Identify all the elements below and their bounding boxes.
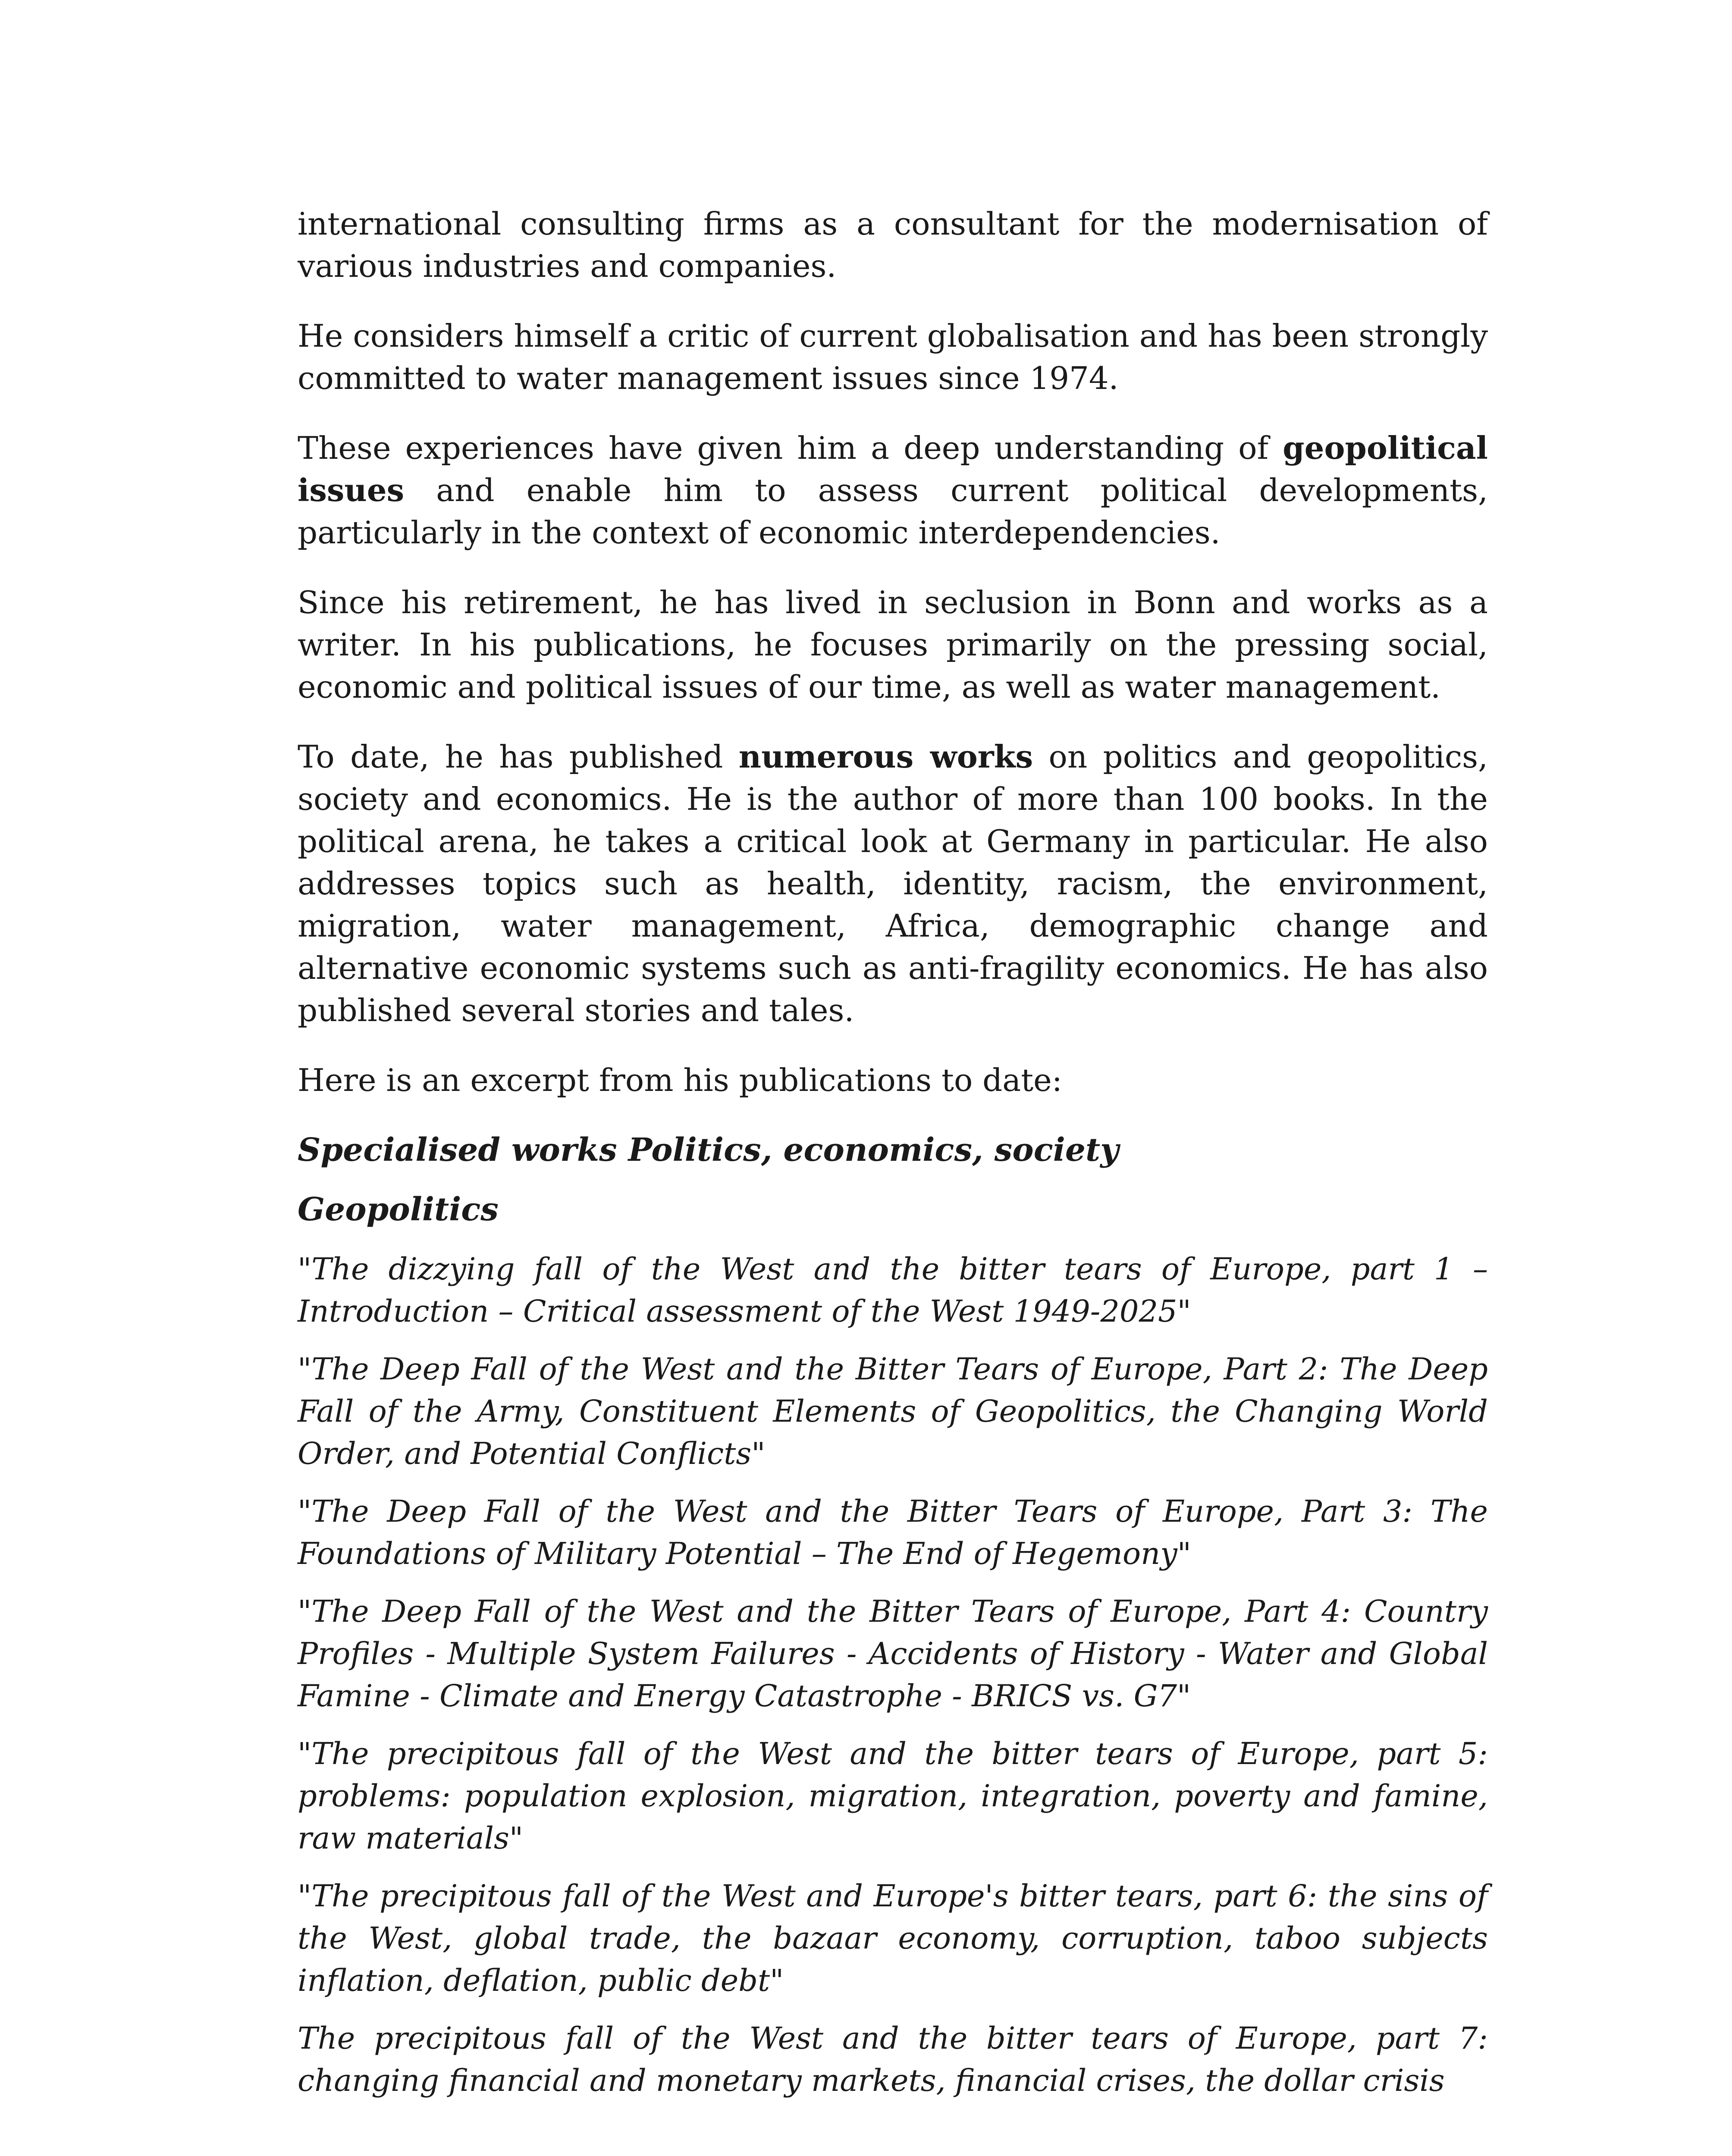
book-title: "The Deep Fall of the West and the Bitter Tears of Europe, Part 2: The Deep Fall of the Army, Constituent Elements of Geopolitics, the Changing World Order, and Potential Conflicts" bbox=[298, 1351, 1488, 1471]
book-title: "The precipitous fall of the West and the bitter tears of Europe, part 5: problems: population explosion, migration, integration, poverty and famine, raw materials" bbox=[298, 1736, 1488, 1856]
bold-geopolitical-issues: geopolitical issues bbox=[298, 429, 1488, 508]
paragraph-works: To date, he has published numerous works on politics and geopolitics, society and economics. He is the author of more than 100 books. In the political arena, he takes a critical look at Germany in particular. He also addresses topics such as health, identity, racism, the environment, migration, water management, Africa, demographic change and alternative economic systems such as anti-fragility economics. He has also published several stories and tales. bbox=[298, 738, 1488, 1028]
book-title: The precipitous fall of the West and the bitter tears of Europe, part 7: changing financial and monetary markets, financial crises, the dollar crisis bbox=[298, 2021, 1488, 2098]
paragraph-globalisation: He considers himself a critic of current globalisation and has been strongly committed to water management issues since 1974. bbox=[298, 318, 1488, 396]
book-title: "The Deep Fall of the West and the Bitter Tears of Europe, Part 4: Country Profiles - Multiple System Failures - Accidents of History - Water and Global Famine - Climate and Energy Catastrophe - BRICS vs. G7" bbox=[298, 1594, 1488, 1714]
subsection-heading: Geopolitics bbox=[298, 1191, 499, 1228]
paragraph-consulting: international consulting firms as a consultant for the modernisation of various industries and companies. bbox=[298, 206, 1488, 284]
book-title: "The precipitous fall of the West and Europe's bitter tears, part 6: the sins of the West, global trade, the bazaar economy, corruption, taboo subjects inflation, deflation, public debt" bbox=[298, 1878, 1488, 1998]
paragraph-excerpt-intro: Here is an excerpt from his publications to date: bbox=[298, 1062, 1062, 1098]
paragraph-geopolitical: These experiences have given him a deep understanding of geopolitical issues and enable him to assess current political developments, particularly in the context of economic interdependencies. bbox=[298, 429, 1488, 551]
paragraph-retirement: Since his retirement, he has lived in seclusion in Bonn and works as a writer. In his publications, he focuses primarily on the pressing social, economic and political issues of our time, as well as water management. bbox=[298, 584, 1488, 705]
book-title: "The dizzying fall of the West and the bitter tears of Europe, part 1 – Introduction – Critical assessment of the West 1949-2025" bbox=[298, 1251, 1488, 1329]
document-page bbox=[298, 203, 1488, 2117]
bold-numerous-works: numerous works bbox=[738, 738, 1033, 775]
section-heading: Specialised works Politics, economics, society bbox=[298, 1131, 1119, 1169]
book-title: "The Deep Fall of the West and the Bitter Tears of Europe, Part 3: The Foundations of Military Potential – The End of Hegemony" bbox=[298, 1494, 1488, 1571]
